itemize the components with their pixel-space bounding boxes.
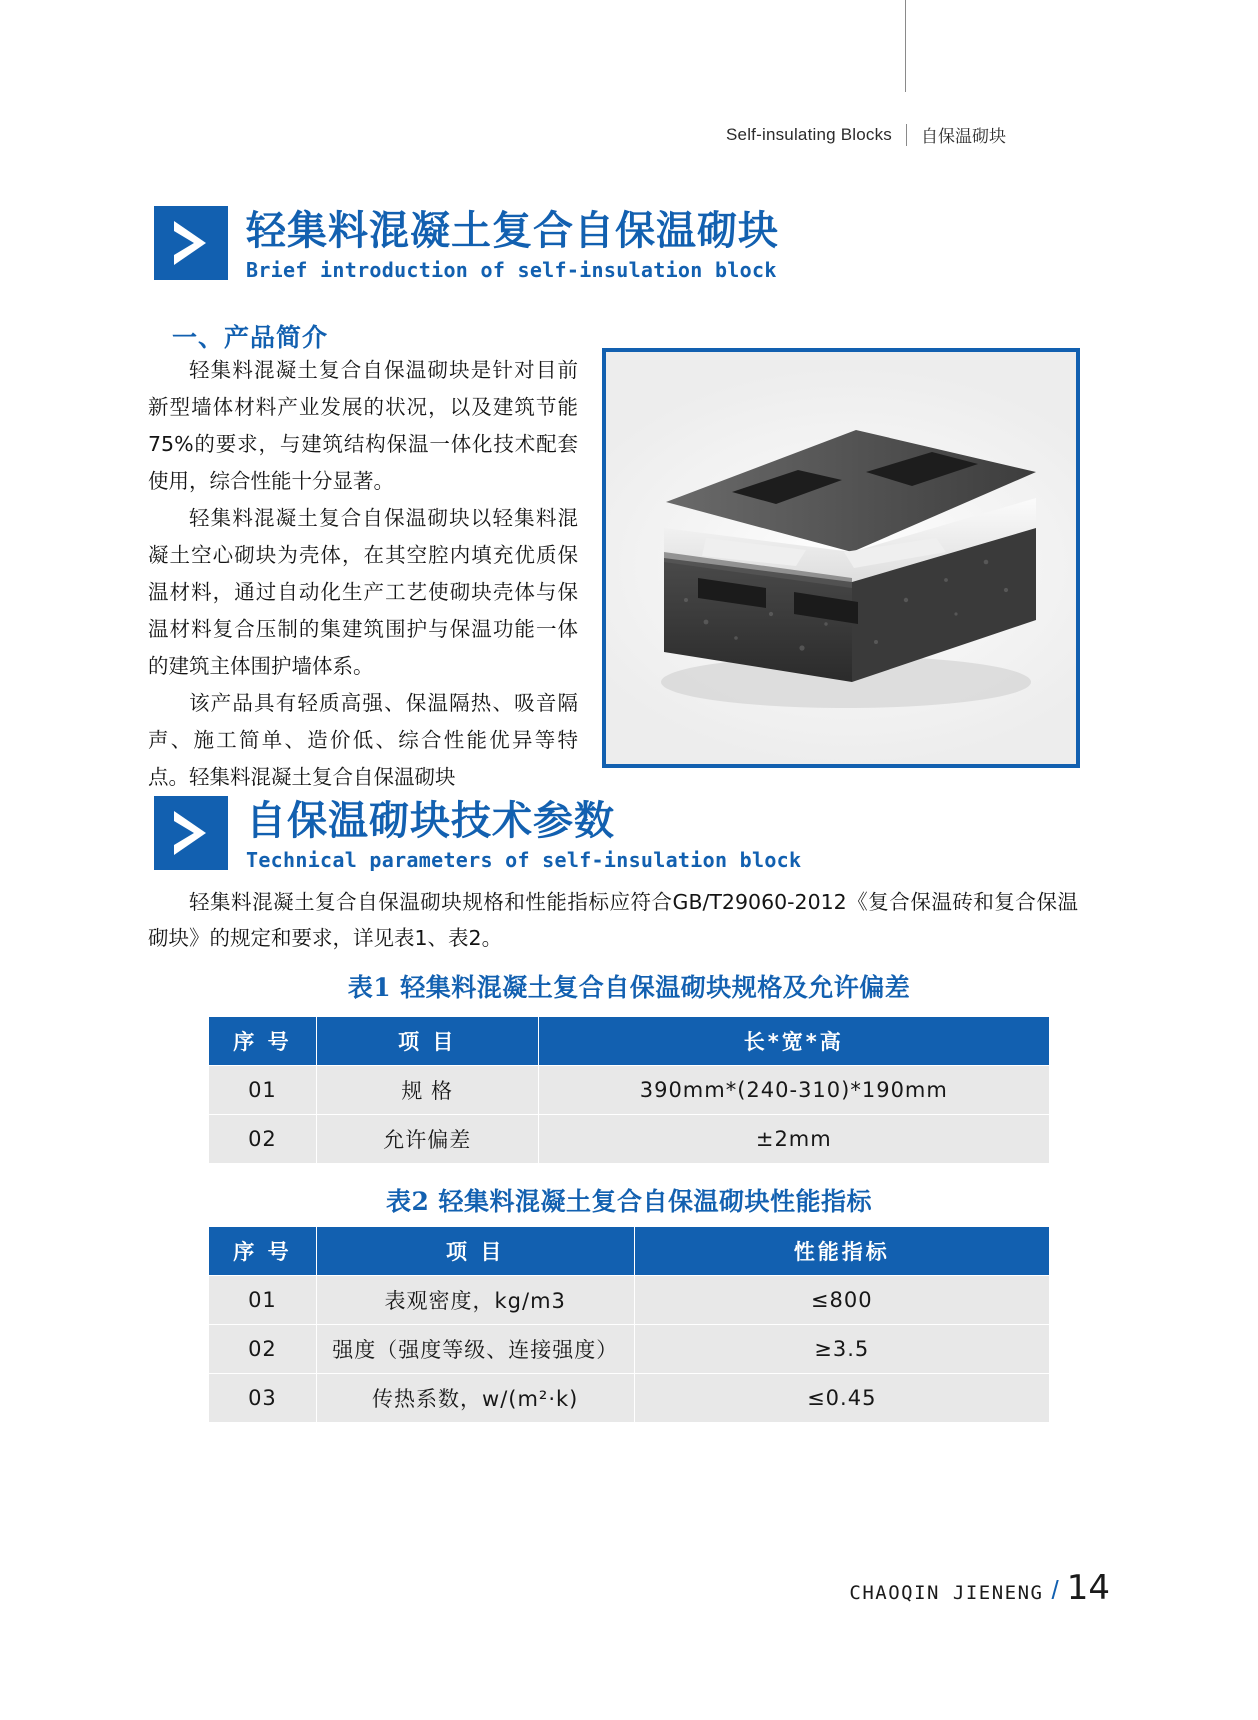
page-number: 14 <box>1066 1568 1110 1608</box>
table-row-header <box>209 1017 1050 1066</box>
section-two-title-cn: 自保温砌块技术参数 <box>246 798 615 844</box>
t1-r1-c2: ±2mm <box>538 1115 1049 1164</box>
paragraph-2: 轻集料混凝土复合自保温砌块以轻集料混凝土空心砌块为壳体，在其空腔内填充优质保温材料，通过自动化生产工艺使砌块壳体与保温材料复合压制的集建筑围护与保温功能一体的建筑主体围护墙体系。 <box>148 506 578 678</box>
paragraph-1: 轻集料混凝土复合自保温砌块是针对目前新型墙体材料产业发展的状况，以及建筑节能75%的要求，与建筑结构保温一体化技术配套使用，综合性能十分显著。 <box>148 358 578 493</box>
t1-r0-c1: 规 格 <box>316 1066 538 1115</box>
table-row <box>209 1276 1050 1325</box>
arrow-badge-icon <box>154 206 228 280</box>
page-footer <box>849 1568 1110 1608</box>
section-two-title-en: Technical parameters of self-insulation block <box>246 848 802 872</box>
section-one-titles <box>228 206 779 282</box>
t2-r2-c0: 03 <box>209 1374 317 1423</box>
t2-header-2: 性能指标 <box>634 1227 1049 1276</box>
table-one <box>208 1016 1050 1164</box>
running-header <box>726 122 1006 147</box>
t2-r2-c2: ≤0.45 <box>634 1374 1049 1423</box>
running-header-english: Self-insulating Blocks <box>726 124 892 144</box>
footer-brand: CHAOQIN JIENENG <box>849 1582 1044 1604</box>
table-row <box>209 1374 1050 1423</box>
subsection-title: 一、产品简介 <box>172 323 329 352</box>
t2-r2-c1: 传热系数，w/(m²·k) <box>316 1374 634 1423</box>
footer-separator: / <box>1051 1575 1059 1605</box>
t1-r1-c1: 允许偏差 <box>316 1115 538 1164</box>
t2-r1-c0: 02 <box>209 1325 317 1374</box>
section-two-heading <box>154 796 801 872</box>
header-vertical-rule <box>905 0 906 92</box>
t2-r0-c1: 表观密度，kg/m3 <box>316 1276 634 1325</box>
section-one-title-cn: 轻集料混凝土复合自保温砌块 <box>246 208 779 254</box>
table-row-header <box>209 1227 1050 1276</box>
t2-r1-c2: ≥3.5 <box>634 1325 1049 1374</box>
block-illustration-icon <box>606 352 1076 764</box>
table-two <box>208 1226 1050 1423</box>
t2-r1-c1: 强度（强度等级、连接强度） <box>316 1325 634 1374</box>
t1-header-1: 项 目 <box>316 1017 538 1066</box>
section-two-titles <box>228 796 801 872</box>
t1-r0-c0: 01 <box>209 1066 317 1115</box>
arrow-badge-icon-2 <box>154 796 228 870</box>
t2-r0-c0: 01 <box>209 1276 317 1325</box>
section-one-heading <box>154 206 779 282</box>
table-row <box>209 1115 1050 1164</box>
section-two-body <box>148 884 1078 956</box>
table-two-caption: 表2 轻集料混凝土复合自保温砌块性能指标 <box>385 1187 873 1216</box>
product-image <box>602 348 1080 768</box>
section-one-body <box>148 352 578 796</box>
paragraph-4: 轻集料混凝土复合自保温砌块规格和性能指标应符合GB/T29060-2012《复合保温砖和复合保温砌块》的规定和要求，详见表1、表2。 <box>148 890 1078 950</box>
table-row <box>209 1325 1050 1374</box>
paragraph-3: 该产品具有轻质高强、保温隔热、吸音隔声、施工简单、造价低、综合性能优异等特点。轻集料混凝土复合自保温砌块 <box>148 691 578 789</box>
t1-header-2: 长*宽*高 <box>538 1017 1049 1066</box>
t1-header-0: 序 号 <box>209 1017 317 1066</box>
table-row <box>209 1066 1050 1115</box>
t1-r0-c2: 390mm*(240-310)*190mm <box>538 1066 1049 1115</box>
t2-r0-c2: ≤800 <box>634 1276 1049 1325</box>
t2-header-1: 项 目 <box>316 1227 634 1276</box>
section-one-title-en: Brief introduction of self-insulation block <box>246 258 777 282</box>
product-image-inner <box>606 352 1076 764</box>
t2-header-0: 序 号 <box>209 1227 317 1276</box>
t1-r1-c0: 02 <box>209 1115 317 1164</box>
table-one-caption: 表1 轻集料混凝土复合自保温砌块规格及允许偏差 <box>347 973 911 1002</box>
running-header-chinese: 自保温砌块 <box>921 127 1006 146</box>
